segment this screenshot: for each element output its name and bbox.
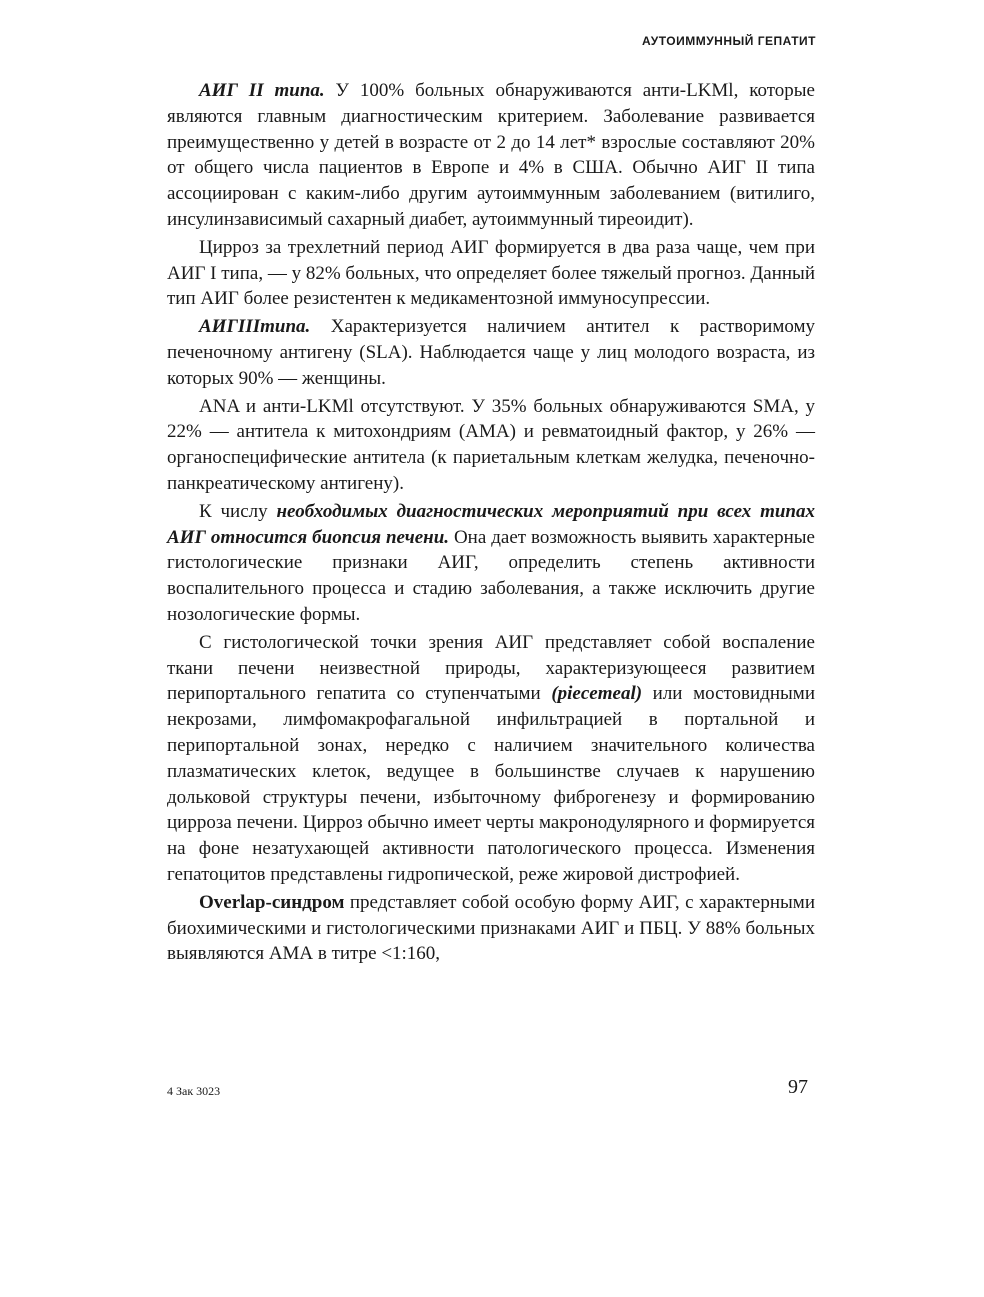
paragraph-lead: (piecemeal) bbox=[551, 683, 643, 705]
paragraph-body: У 100% больных обнаруживаются анти-LKMl, которые являются главным диагностическим критерием. Заболевание развивается преимущественно у детей в возрасте от 2 до 14 лет* взрослые составляют 20% от общего числа пациентов в Европе и 4% в США. Обычно АИГ II типа ассоциирован с каким-либо другим аутоиммунным заболеванием (витилиго, инсулинзависимый сахарный диабет, аутоиммунный тиреоидит). bbox=[167, 80, 815, 230]
paragraph-body: представляет собой особую форму АИГ, с характерными биохимическими и гистологическими признаками АИГ и ПБЦ. У 88% больных выявляются АМА в титре <1:160, bbox=[167, 891, 815, 965]
paragraph-body: Цирроз за трехлетний период АИГ формируется в два раза чаще, чем при АИГ I типа, — у 82% больных, что определяет более тяжелый прогноз. Данный тип АИГ более резистентен к медикаментозной иммуносупрессии. bbox=[167, 236, 815, 310]
paragraph-body: или мостовидными некрозами, лимфомакрофагальной инфильтрацией в портальной и перипортальной зонах, нередко с наличием значительного количества плазматических клеток, ведущее в большинстве случаев к нарушению дольковой структуры печени, избыточному фиброгенезу и формированию цирроза печени. Цирроз обычно имеет черты макронодулярного и формируется на фоне незатухающей активности патологического процесса. Изменения гепатоцитов представлены гидропической, реже жировой дистрофией. bbox=[167, 683, 815, 885]
paragraph-lead: АИГIIIтипа. bbox=[199, 316, 311, 338]
paragraph-lead: Overlap-синдром bbox=[199, 891, 345, 913]
printer-signature: 4 Зак 3023 bbox=[167, 1084, 221, 1098]
paragraph-overlap bbox=[167, 890, 815, 967]
page-number: 97 bbox=[788, 1076, 808, 1098]
paragraph-body: Она дает возможность выявить характерные гистологические признаки АИГ, определить степень активности воспалительного процесса и стадию заболевания, а также исключить другие нозологические формы. bbox=[167, 526, 815, 625]
paragraph-antibodies bbox=[167, 394, 815, 497]
paragraph-cirrhosis bbox=[167, 235, 815, 312]
paragraph-pre: К числу bbox=[199, 500, 277, 522]
paragraph-lead: необходимых диагностических мероприятий при всех типах АИГ относится биопсия печени. bbox=[167, 500, 815, 548]
paragraph-body: Характеризуется наличием антител к растворимому печеночному антигену (SLA). Наблюдается чаще у лиц молодого возраста, из которых 90% — женщины. bbox=[167, 316, 815, 389]
running-head: АУТОИММУННЫЙ ГЕПАТИТ bbox=[642, 34, 816, 48]
paragraph-pre: С гистологической точки зрения АИГ представляет собой воспаление ткани печени неизвестной природы, характеризующееся развитием перипортального гепатита со ступенчатыми bbox=[167, 631, 815, 705]
paragraph-aig-type-3 bbox=[167, 314, 815, 391]
body-text bbox=[167, 78, 815, 969]
paragraph-biopsy bbox=[167, 499, 815, 628]
paragraph-aig-type-2 bbox=[167, 78, 815, 233]
paragraph-histology bbox=[167, 630, 815, 888]
paragraph-lead: АИГ II типа. bbox=[199, 80, 325, 101]
paragraph-body: ANA и анти-LKMl отсутствуют. У 35% больных обнаруживаются SMA, у 22% — антитела к митохондриям (АМА) и ревматоидный фактор, у 26% — органоспецифические антитела (к париетальным клеткам желудка, печеночно-панкреатическому антигену). bbox=[167, 395, 815, 494]
